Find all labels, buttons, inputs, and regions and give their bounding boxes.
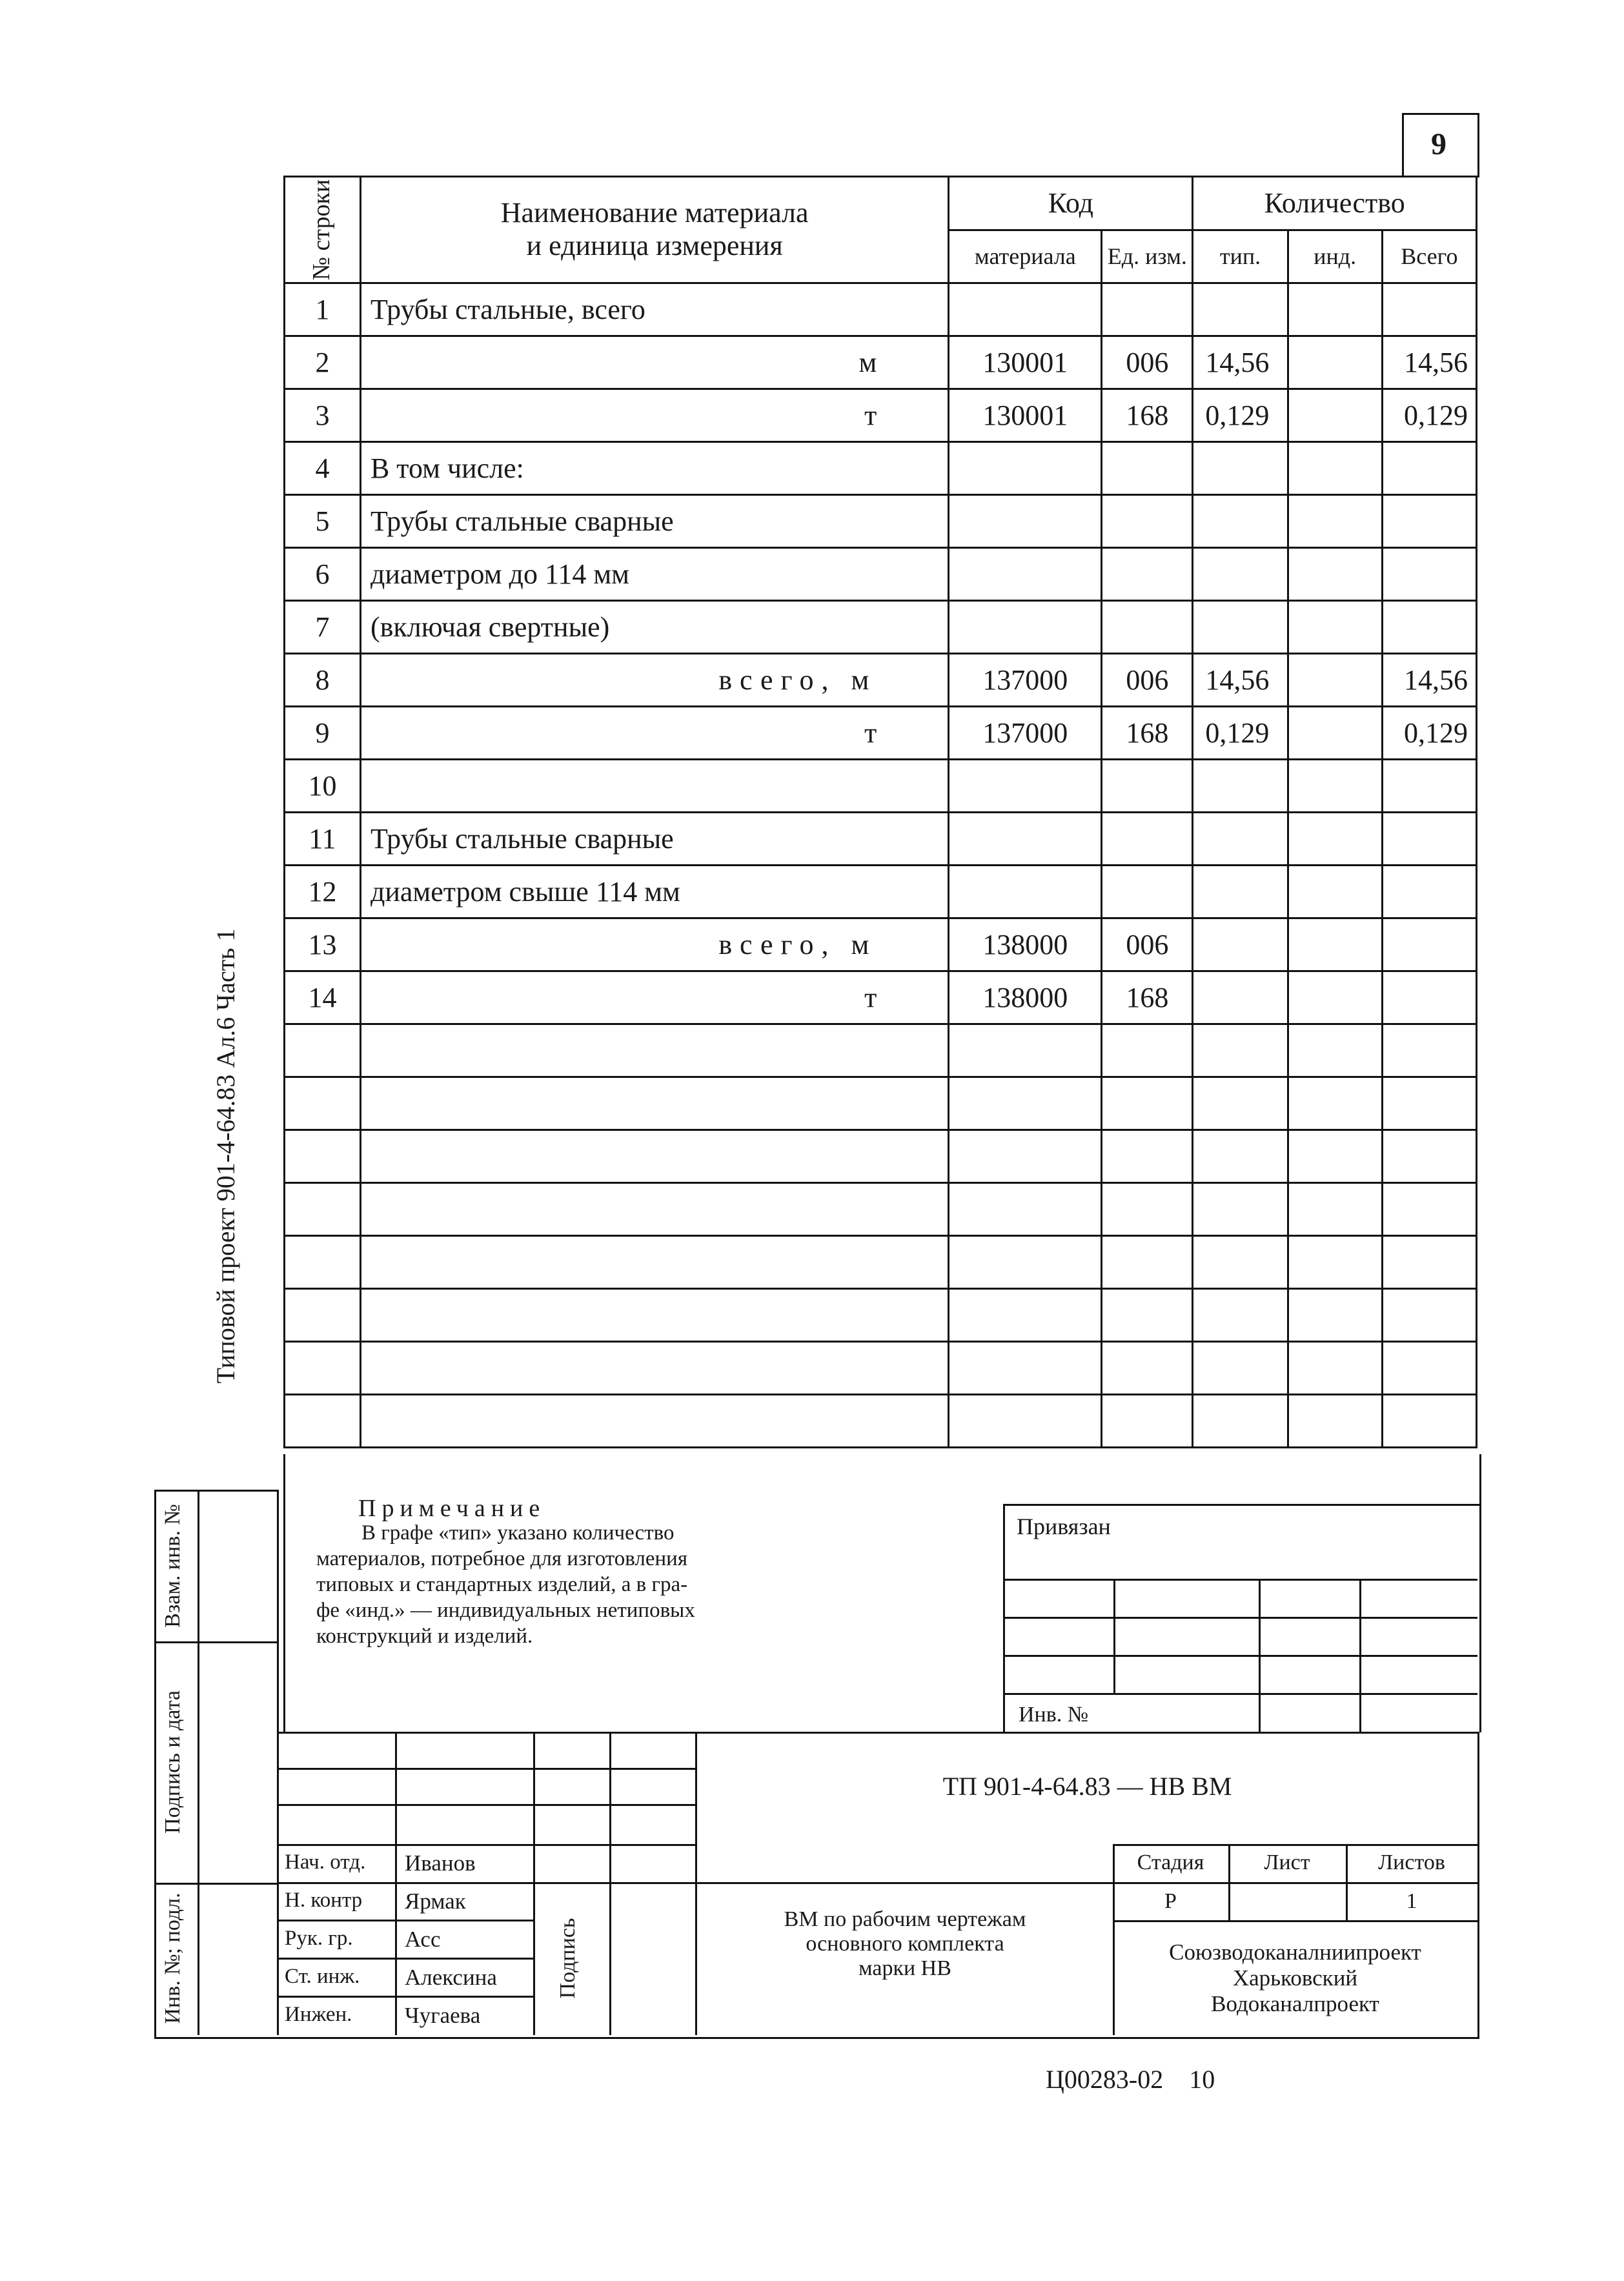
unit-code-cell: 168 (1102, 707, 1193, 760)
material-code-cell (949, 1130, 1102, 1183)
unit-code-cell (1102, 548, 1193, 601)
title-grid-line (277, 1996, 533, 1998)
qty-total-cell (1382, 1130, 1476, 1183)
name-cell: Трубы стальные, всего (360, 283, 948, 336)
left-stamp-line (154, 1641, 277, 1643)
qty-total-cell (1382, 866, 1476, 918)
row-number-cell (285, 1024, 361, 1077)
table-row (285, 389, 1477, 442)
table-row (285, 813, 1477, 866)
qty-total-cell (1382, 283, 1476, 336)
table-row (285, 442, 1477, 495)
side-caption: Типовой проект 901-4-64.83 Ал.6 Часть 1 (211, 928, 240, 1384)
title-grid-divider (395, 1732, 397, 2035)
qty-total-cell: 0,129 (1382, 389, 1476, 442)
unit-code-cell: 006 (1102, 918, 1193, 971)
table-row (285, 1289, 1477, 1342)
row-number-cell: 6 (285, 548, 361, 601)
qty-typ-cell (1193, 918, 1288, 971)
binding-inv-label: Инв. № (1019, 1703, 1089, 1727)
qty-total-cell (1382, 1289, 1476, 1342)
sheets-value: 1 (1406, 1889, 1417, 1913)
qty-ind-cell (1288, 336, 1382, 389)
qty-ind-cell (1288, 1342, 1382, 1395)
qty-ind-cell (1288, 1077, 1382, 1130)
table-row (285, 548, 1477, 601)
binding-line (1003, 1617, 1477, 1619)
table-row (285, 866, 1477, 918)
table-row (285, 654, 1477, 707)
qty-typ-cell (1193, 1024, 1288, 1077)
material-code-cell (949, 1077, 1102, 1130)
qty-ind-cell (1288, 495, 1382, 548)
qty-total-cell (1382, 601, 1476, 654)
material-code-cell (949, 1289, 1102, 1342)
material-code-cell (949, 760, 1102, 813)
binding-label: Привязан (1017, 1514, 1111, 1539)
qty-total-cell (1382, 1024, 1476, 1077)
qty-typ-cell: 14,56 (1193, 336, 1288, 389)
footer-code: Ц00283-02 10 (1046, 2065, 1215, 2094)
qty-ind-cell (1288, 1183, 1382, 1236)
sig-name: Ярмак (405, 1889, 466, 1914)
table-row (285, 1183, 1477, 1236)
title-grid-divider (533, 1732, 535, 2035)
row-number-header (285, 177, 361, 283)
unit-code-cell: 006 (1102, 336, 1193, 389)
row-number-cell (285, 1130, 361, 1183)
row-number-cell: 4 (285, 442, 361, 495)
unit-code-cell (1102, 813, 1193, 866)
name-cell: диаметром свыше 114 мм (360, 866, 948, 918)
sig-name: Иванов (405, 1850, 476, 1876)
material-code-cell (949, 495, 1102, 548)
name-header-line-1: Наименование материала (500, 197, 809, 229)
qty-total-cell (1382, 548, 1476, 601)
unit-code-cell (1102, 495, 1193, 548)
title-grid-line (277, 1882, 1477, 1884)
title-grid-line (277, 1804, 697, 1806)
table-row (285, 1130, 1477, 1183)
code-header: Код (949, 177, 1193, 230)
sig-role: Ст. инж. (285, 1965, 360, 1988)
material-code-cell (949, 866, 1102, 918)
row-number-cell (285, 1289, 361, 1342)
name-cell: т (360, 971, 948, 1024)
qty-typ-cell (1193, 442, 1288, 495)
sheets-label: Листов (1378, 1850, 1445, 1874)
doc-title-line: марки НВ (858, 1956, 951, 1980)
qty-total-cell (1382, 760, 1476, 813)
page-number: 9 (1431, 127, 1446, 161)
qty-total-cell (1382, 918, 1476, 971)
table-row (285, 601, 1477, 654)
qty-typ-cell (1193, 760, 1288, 813)
table-row (285, 971, 1477, 1024)
qty-ind-cell (1288, 918, 1382, 971)
row-number-cell (285, 1342, 361, 1395)
qty-typ-cell (1193, 1289, 1288, 1342)
sig-role: Рук. гр. (285, 1927, 353, 1950)
row-number-cell (285, 1236, 361, 1289)
qty-ind-cell (1288, 971, 1382, 1024)
title-grid-line (277, 1920, 533, 1921)
material-code-cell (949, 1342, 1102, 1395)
name-cell (360, 760, 948, 813)
binding-line (1003, 1655, 1477, 1657)
name-cell (360, 1183, 948, 1236)
material-code-cell (949, 283, 1102, 336)
row-number-cell: 5 (285, 495, 361, 548)
binding-divider (1259, 1579, 1261, 1732)
unit-code-cell (1102, 866, 1193, 918)
qty-typ-cell (1193, 1130, 1288, 1183)
qty-ind-cell (1288, 1024, 1382, 1077)
row-number-cell (285, 1077, 361, 1130)
row-number-cell (285, 1183, 361, 1236)
code-material-header: материала (949, 230, 1102, 283)
doc-title (697, 1907, 1113, 1981)
row-number-cell: 2 (285, 336, 361, 389)
note-line: конструкций и изделий. (316, 1625, 533, 1648)
name-cell: всего, м (360, 654, 948, 707)
unit-code-cell: 006 (1102, 654, 1193, 707)
row-number-cell: 3 (285, 389, 361, 442)
qty-ind-cell (1288, 283, 1382, 336)
organization-line: Союзводоканалниипроект (1169, 1940, 1421, 1965)
table-row (285, 1024, 1477, 1077)
qty-ind-cell (1288, 760, 1382, 813)
note-line: типовых и стандартных изделий, а в гра- (316, 1573, 688, 1596)
name-cell (360, 1236, 948, 1289)
qty-ind-cell (1288, 707, 1382, 760)
unit-code-cell (1102, 1342, 1193, 1395)
note-text (316, 1520, 768, 1649)
table-row (285, 760, 1477, 813)
table-row (285, 495, 1477, 548)
sig-name: Чугаева (405, 2003, 481, 2028)
material-code-cell: 137000 (949, 654, 1102, 707)
doc-title-line: ВМ по рабочим чертежам (784, 1907, 1026, 1931)
code-unit-header: Ед. изм. (1102, 230, 1193, 283)
qty-typ-cell (1193, 1395, 1288, 1448)
qty-typ-cell (1193, 495, 1288, 548)
unit-code-cell (1102, 601, 1193, 654)
qty-ind-cell (1288, 654, 1382, 707)
row-number-cell: 14 (285, 971, 361, 1024)
sig-role: Нач. отд. (285, 1850, 366, 1874)
table-row (285, 1236, 1477, 1289)
qty-typ-cell: 0,129 (1193, 389, 1288, 442)
qty-typ-cell (1193, 548, 1288, 601)
unit-code-cell (1102, 1236, 1193, 1289)
name-cell: Трубы стальные сварные (360, 813, 948, 866)
name-cell: В том числе: (360, 442, 948, 495)
table-row (285, 707, 1477, 760)
qty-typ-cell (1193, 971, 1288, 1024)
qty-total-cell (1382, 495, 1476, 548)
table-row (285, 336, 1477, 389)
materials-table (283, 176, 1477, 1448)
row-number-cell: 11 (285, 813, 361, 866)
name-cell: диаметром до 114 мм (360, 548, 948, 601)
sig-role: Н. контр (285, 1889, 363, 1912)
qty-ind-cell (1288, 442, 1382, 495)
binding-divider (1359, 1579, 1361, 1732)
replace-inv-label: Взам. инв. № (161, 1504, 185, 1628)
title-grid-divider (609, 1732, 611, 2035)
name-cell (360, 1024, 948, 1077)
material-code-cell: 138000 (949, 971, 1102, 1024)
sig-name: Алексина (405, 1965, 497, 1990)
material-code-cell (949, 1395, 1102, 1448)
name-cell (360, 1289, 948, 1342)
table-row (285, 1342, 1477, 1395)
qty-typ-cell (1193, 601, 1288, 654)
qty-ind-cell (1288, 1289, 1382, 1342)
material-code-cell: 130001 (949, 336, 1102, 389)
qty-typ-cell: 0,129 (1193, 707, 1288, 760)
qty-total-cell (1382, 1342, 1476, 1395)
material-code-cell (949, 1236, 1102, 1289)
unit-code-cell (1102, 760, 1193, 813)
unit-code-cell (1102, 1183, 1193, 1236)
material-code-cell (949, 1183, 1102, 1236)
material-code-cell (949, 548, 1102, 601)
qty-typ-cell (1193, 813, 1288, 866)
qty-total-cell: 14,56 (1382, 654, 1476, 707)
sig-role: Инжен. (285, 2003, 352, 2026)
material-code-cell (949, 1024, 1102, 1077)
title-grid-line (1113, 1844, 1477, 1846)
name-cell (360, 1342, 948, 1395)
qty-total-cell: 14,56 (1382, 336, 1476, 389)
qty-typ-header: тип. (1193, 230, 1288, 283)
row-number-cell: 1 (285, 283, 361, 336)
sig-name: Асс (405, 1927, 441, 1952)
qty-ind-cell (1288, 1395, 1382, 1448)
sheet-label: Лист (1264, 1850, 1310, 1874)
quantity-header: Количество (1193, 177, 1477, 230)
unit-code-cell (1102, 1130, 1193, 1183)
row-number-header-text: № строки (308, 179, 335, 281)
title-grid-line (277, 1768, 697, 1770)
unit-code-cell (1102, 1289, 1193, 1342)
name-cell (360, 1130, 948, 1183)
qty-typ-cell: 14,56 (1193, 654, 1288, 707)
row-number-cell (285, 1395, 361, 1448)
unit-code-cell (1102, 442, 1193, 495)
qty-typ-cell (1193, 1077, 1288, 1130)
stage-label: Стадия (1137, 1850, 1204, 1874)
stage-value: Р (1164, 1889, 1177, 1913)
qty-ind-header: инд. (1288, 230, 1382, 283)
row-number-cell: 7 (285, 601, 361, 654)
name-cell (360, 1395, 948, 1448)
name-cell (360, 1077, 948, 1130)
material-code-cell (949, 813, 1102, 866)
row-number-cell: 12 (285, 866, 361, 918)
name-header (360, 177, 948, 283)
name-cell: т (360, 389, 948, 442)
unit-code-cell (1102, 1024, 1193, 1077)
note-line: фе «инд.» — индивидуальных нетиповых (316, 1599, 695, 1622)
note-title: Примечание (358, 1495, 546, 1522)
table-row (285, 1077, 1477, 1130)
qty-typ-cell (1193, 283, 1288, 336)
unit-code-cell (1102, 1395, 1193, 1448)
qty-total-cell (1382, 813, 1476, 866)
qty-total-cell (1382, 1236, 1476, 1289)
qty-ind-cell (1288, 548, 1382, 601)
name-cell: (включая свертные) (360, 601, 948, 654)
inv-orig-label: Инв. №; подл. (161, 1892, 185, 2024)
qty-total-cell (1382, 1183, 1476, 1236)
title-grid-line (1113, 1920, 1477, 1922)
material-code-cell: 130001 (949, 389, 1102, 442)
row-number-cell: 8 (285, 654, 361, 707)
binding-divider (1113, 1579, 1115, 1693)
name-header-line-2: и единица измерения (526, 230, 783, 261)
unit-code-cell (1102, 1077, 1193, 1130)
qty-total-cell (1382, 1077, 1476, 1130)
qty-ind-cell (1288, 1130, 1382, 1183)
qty-total-cell: 0,129 (1382, 707, 1476, 760)
row-number-cell: 10 (285, 760, 361, 813)
table-row (285, 283, 1477, 336)
signature-label: Подпись (556, 1918, 580, 1999)
unit-code-cell: 168 (1102, 971, 1193, 1024)
qty-total-cell (1382, 971, 1476, 1024)
qty-ind-cell (1288, 389, 1382, 442)
title-grid-line (277, 1958, 533, 1960)
qty-ind-cell (1288, 866, 1382, 918)
qty-typ-cell (1193, 1342, 1288, 1395)
qty-total-cell (1382, 1395, 1476, 1448)
unit-code-cell (1102, 283, 1193, 336)
qty-typ-cell (1193, 866, 1288, 918)
material-code-cell: 138000 (949, 918, 1102, 971)
qty-typ-cell (1193, 1236, 1288, 1289)
name-cell: т (360, 707, 948, 760)
qty-typ-cell (1193, 1183, 1288, 1236)
qty-ind-cell (1288, 813, 1382, 866)
name-cell: всего, м (360, 918, 948, 971)
material-code-cell (949, 601, 1102, 654)
material-code-cell (949, 442, 1102, 495)
table-row (285, 1395, 1477, 1448)
material-code-cell: 137000 (949, 707, 1102, 760)
note-line: В графе «тип» указано количество (361, 1521, 675, 1545)
qty-total-cell (1382, 442, 1476, 495)
left-stamp-divider (198, 1490, 199, 2035)
unit-code-cell: 168 (1102, 389, 1193, 442)
binding-line (1003, 1579, 1477, 1581)
name-cell: Трубы стальные сварные (360, 495, 948, 548)
qty-total-header: Всего (1382, 230, 1476, 283)
doc-title-line: основного комплекта (806, 1932, 1004, 1956)
table-row (285, 918, 1477, 971)
doc-code: ТП 901-4-64.83 — НВ ВМ (942, 1772, 1232, 1801)
name-cell: м (360, 336, 948, 389)
binding-line (1003, 1693, 1477, 1695)
row-number-cell: 9 (285, 707, 361, 760)
row-number-cell: 13 (285, 918, 361, 971)
title-grid-line (277, 1844, 697, 1846)
qty-ind-cell (1288, 1236, 1382, 1289)
qty-ind-cell (1288, 601, 1382, 654)
organization-line: Водоканалпроект (1211, 1991, 1379, 2016)
organization-line: Харьковский (1232, 1965, 1358, 1991)
organization (1113, 1940, 1477, 2017)
note-line: материалов, потребное для изготовления (316, 1547, 688, 1570)
sign-date-label: Подпись и дата (161, 1690, 185, 1834)
